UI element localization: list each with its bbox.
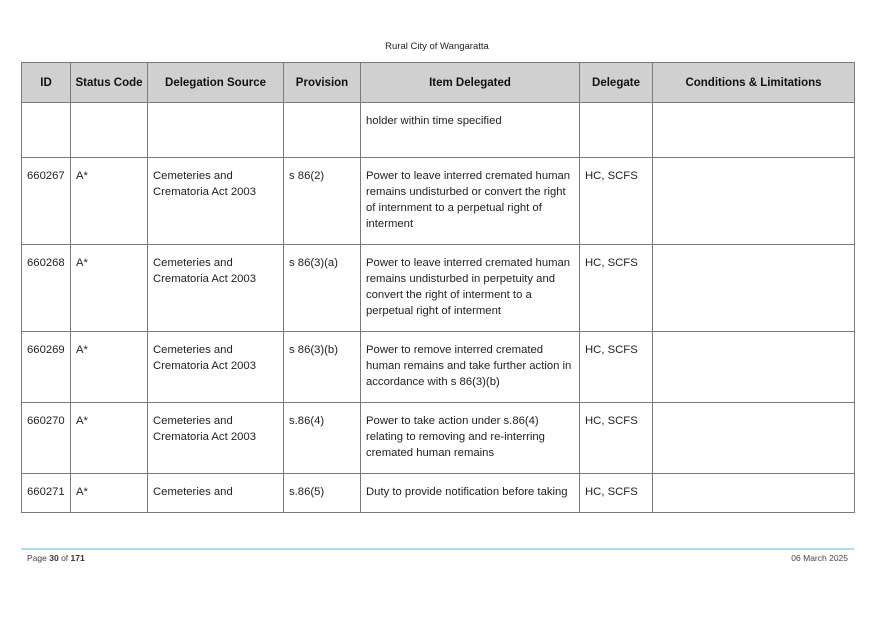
cell-delegation-source: Cemeteries and Crematoria Act 2003	[148, 403, 284, 474]
cell-id: 660269	[22, 332, 71, 403]
cell-conditions	[653, 474, 855, 513]
column-header-conditions-limitations: Conditions & Limitations	[653, 63, 855, 103]
page-number	[27, 553, 85, 563]
cell-conditions	[653, 403, 855, 474]
column-header-provision: Provision	[284, 63, 361, 103]
table-row	[22, 474, 855, 513]
cell-conditions	[653, 158, 855, 245]
cell-item-delegated: Power to leave interred cremated human remains undisturbed in perpetuity and convert the right of interment to a perpetual right of interment	[361, 245, 580, 332]
cell-provision: s 86(3)(a)	[284, 245, 361, 332]
cell-delegation-source: Cemeteries and	[148, 474, 284, 513]
column-header-delegation-source: Delegation Source	[148, 63, 284, 103]
column-header-delegate: Delegate	[580, 63, 653, 103]
cell-delegate: HC, SCFS	[580, 474, 653, 513]
cell-provision: s.86(5)	[284, 474, 361, 513]
cell-id: 660268	[22, 245, 71, 332]
cell-provision	[284, 103, 361, 158]
cell-delegate: HC, SCFS	[580, 158, 653, 245]
cell-delegate	[580, 103, 653, 158]
column-header-status-code: Status Code	[71, 63, 148, 103]
column-header-item-delegated: Item Delegated	[361, 63, 580, 103]
cell-delegation-source	[148, 103, 284, 158]
cell-delegate: HC, SCFS	[580, 332, 653, 403]
cell-provision: s 86(2)	[284, 158, 361, 245]
page-prefix: Page	[27, 553, 47, 563]
page-header-title: Rural City of Wangaratta	[385, 41, 489, 52]
table-row	[22, 158, 855, 245]
cell-id: 660271	[22, 474, 71, 513]
table-row	[22, 403, 855, 474]
cell-status-code: A*	[71, 158, 148, 245]
cell-id: 660270	[22, 403, 71, 474]
cell-id: 660267	[22, 158, 71, 245]
table-row	[22, 103, 855, 158]
cell-delegate: HC, SCFS	[580, 403, 653, 474]
table-row	[22, 332, 855, 403]
footer-divider	[21, 548, 854, 550]
cell-id	[22, 103, 71, 158]
page-current: 30	[49, 553, 59, 563]
cell-item-delegated: Power to leave interred cremated human remains undisturbed or convert the right of internment to a perpetual right of interment	[361, 158, 580, 245]
cell-status-code: A*	[71, 474, 148, 513]
page-of: of	[61, 553, 69, 563]
cell-item-delegated: Duty to provide notification before taking	[361, 474, 580, 513]
cell-status-code	[71, 103, 148, 158]
table-header-row	[22, 63, 855, 103]
cell-item-delegated: Power to take action under s.86(4) relating to removing and re-interring cremated human remains	[361, 403, 580, 474]
cell-conditions	[653, 332, 855, 403]
cell-delegation-source: Cemeteries and Crematoria Act 2003	[148, 332, 284, 403]
cell-delegation-source: Cemeteries and Crematoria Act 2003	[148, 158, 284, 245]
cell-provision: s 86(3)(b)	[284, 332, 361, 403]
cell-status-code: A*	[71, 245, 148, 332]
delegation-table	[21, 62, 855, 513]
cell-item-delegated: holder within time specified	[361, 103, 580, 158]
table-row	[22, 245, 855, 332]
cell-status-code: A*	[71, 332, 148, 403]
cell-provision: s.86(4)	[284, 403, 361, 474]
cell-conditions	[653, 245, 855, 332]
cell-delegation-source: Cemeteries and Crematoria Act 2003	[148, 245, 284, 332]
cell-status-code: A*	[71, 403, 148, 474]
footer-date: 06 March 2025	[791, 553, 848, 563]
cell-conditions	[653, 103, 855, 158]
column-header-id: ID	[22, 63, 71, 103]
page-total: 171	[70, 553, 85, 563]
cell-item-delegated: Power to remove interred cremated human remains and take further action in accordance with s 86(3)(b)	[361, 332, 580, 403]
cell-delegate: HC, SCFS	[580, 245, 653, 332]
